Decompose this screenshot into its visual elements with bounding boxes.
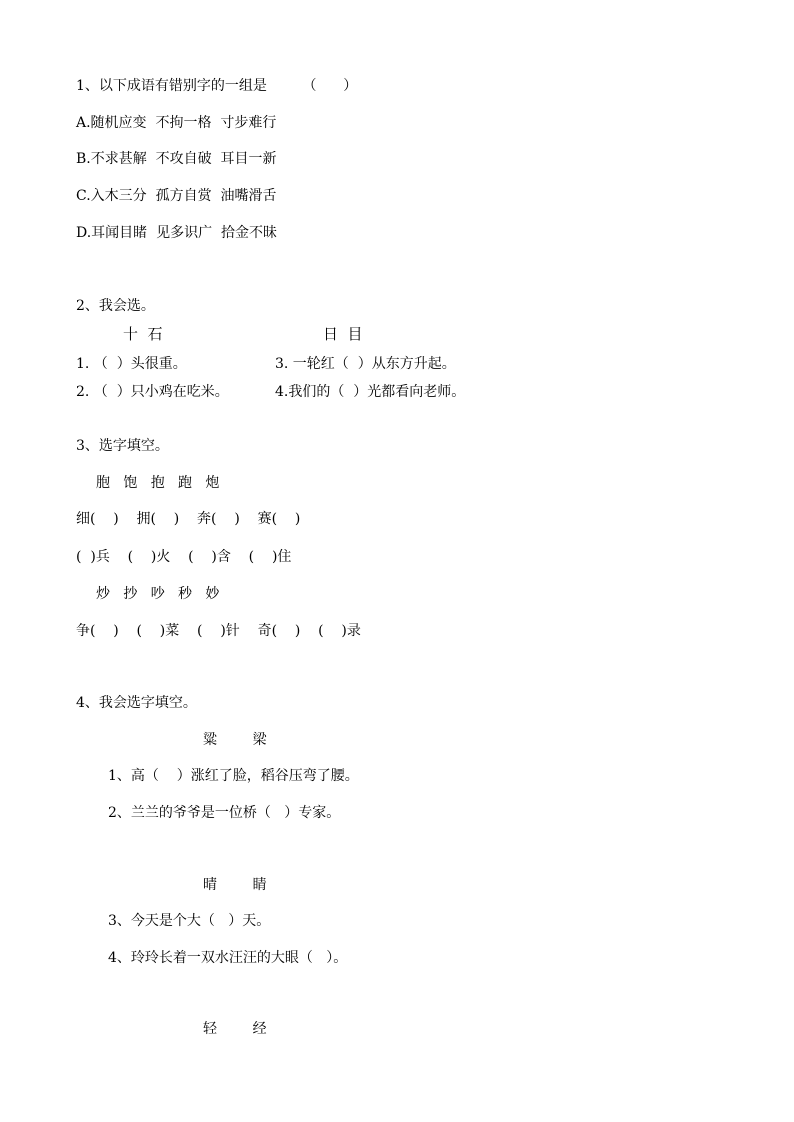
- question-3-char-set-1: 胞 饱 抱 跑 炮: [96, 475, 220, 491]
- question-1-title: 1、以下成语有错别字的一组是 （ ）: [76, 78, 358, 94]
- question-1-option-b: B.不求甚解 不攻自破 耳目一新: [76, 151, 277, 167]
- question-2-item-1: 1. （ ）头很重。: [76, 356, 187, 372]
- question-4-item-2: 2、兰兰的爷爷是一位桥（ ）专家。: [108, 805, 341, 821]
- question-4-char-pair-3: 轻 经: [203, 1021, 267, 1037]
- question-2-item-2: 2. （ ）只小鸡在吃米。: [76, 384, 229, 400]
- question-3-title: 3、选字填空。: [76, 438, 169, 454]
- question-2-item-4: 4.我们的（ ）光都看向老师。: [275, 384, 466, 400]
- question-4-char-pair-2: 晴 睛: [203, 877, 267, 893]
- question-2-item-3: 3. 一轮红（ ）从东方升起。: [275, 356, 456, 372]
- question-1-option-c: C.入木三分 孤方自赏 油嘴滑舌: [76, 188, 277, 204]
- question-1-option-a: A.随机应变 不拘一格 寸步难行: [76, 115, 277, 131]
- question-4-item-1: 1、高（ ）涨红了脸，稻谷压弯了腰。: [108, 768, 359, 784]
- question-4-item-3: 3、今天是个大（ ）天。: [108, 913, 271, 929]
- question-4-title: 4、我会选字填空。: [76, 695, 197, 711]
- question-4-char-pair-1: 粱 梁: [203, 732, 267, 748]
- question-2-choices-left: 十 石: [123, 325, 163, 343]
- question-2-choices-right: 日 目: [323, 325, 363, 343]
- question-3-set-1-row-2: ( )兵 ( )火 ( )含 ( )住: [76, 549, 292, 565]
- question-3-set-2-row-1: 争( ) ( )菜 ( )针 奇( ) ( )录: [76, 623, 361, 639]
- question-4-item-4: 4、玲玲长着一双水汪汪的大眼（ ）。: [108, 950, 348, 966]
- question-3-set-1-row-1: 细( ) 拥( ) 奔( ) 赛( ): [76, 511, 301, 527]
- question-3-char-set-2: 炒 抄 吵 秒 妙: [96, 586, 220, 602]
- question-2-title: 2、我会选。: [76, 298, 155, 314]
- question-1-option-d: D.耳闻目睹 见多识广 拾金不昧: [76, 225, 277, 241]
